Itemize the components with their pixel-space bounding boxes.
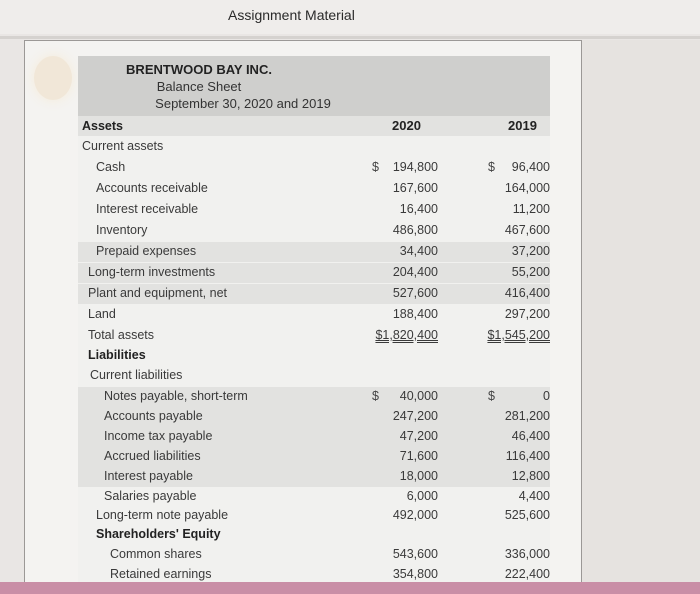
value-2019: 336,000 <box>504 547 550 561</box>
table-row <box>0 346 700 366</box>
value-2020: 71,600 <box>399 449 438 463</box>
value-2019: 37,200 <box>511 244 550 258</box>
row-label: Salaries payable <box>104 489 197 503</box>
row-label: Accounts payable <box>104 409 203 423</box>
table-row <box>0 284 700 304</box>
value-2019: 467,600 <box>504 223 550 237</box>
value-2020: 492,000 <box>392 508 438 522</box>
row-label: Cash <box>96 160 126 174</box>
table-row <box>0 242 700 262</box>
table-row <box>0 545 700 565</box>
table-row <box>0 179 700 199</box>
table-row <box>0 447 700 467</box>
value-2019: 525,600 <box>504 508 550 522</box>
table-row <box>0 487 700 507</box>
row-label: Interest receivable <box>96 202 199 216</box>
row-label: Prepaid expenses <box>96 244 197 258</box>
column-header-2020: 2020 <box>392 118 421 133</box>
value-2019: 281,200 <box>504 409 550 423</box>
row-label: Liabilities <box>88 348 146 362</box>
table-row <box>0 221 700 241</box>
table-row <box>0 326 700 346</box>
value-2020: 47,200 <box>399 429 438 443</box>
row-label: Notes payable, short-term <box>104 389 248 403</box>
currency-symbol-2019: $ <box>488 389 495 403</box>
value-2020: 543,600 <box>392 547 438 561</box>
row-label: Accrued liabilities <box>104 449 201 463</box>
value-2019: 164,000 <box>504 181 550 195</box>
value-2020: 188,400 <box>392 307 438 321</box>
value-2019: 46,400 <box>511 429 550 443</box>
row-label: Common shares <box>110 547 202 561</box>
value-2019: 11,200 <box>512 202 550 216</box>
value-2019: $1,545,200 <box>487 328 550 342</box>
row-label: Long-term investments <box>88 265 216 279</box>
value-2020: 486,800 <box>392 223 438 237</box>
bottom-bar <box>0 582 700 594</box>
table-row <box>0 525 700 545</box>
value-2019: 297,200 <box>504 307 550 321</box>
value-2020: 354,800 <box>392 567 438 581</box>
table-row <box>0 200 700 220</box>
value-2019: 12,800 <box>511 469 550 483</box>
top-bar <box>0 0 700 34</box>
row-label: Inventory <box>96 223 148 237</box>
divider <box>0 36 700 39</box>
company-name: BRENTWOOD BAY INC. <box>126 62 272 77</box>
statement-date: September 30, 2020 and 2019 <box>155 96 331 111</box>
value-2019: 0 <box>543 389 550 403</box>
value-2019: 416,400 <box>504 286 550 300</box>
table-row <box>0 427 700 447</box>
value-2020: 18,000 <box>399 469 438 483</box>
currency-symbol-2020: $ <box>372 160 379 174</box>
row-label: Interest payable <box>104 469 193 483</box>
value-2020: 40,000 <box>399 389 438 403</box>
table-row <box>0 305 700 325</box>
row-label: Current liabilities <box>90 368 183 382</box>
statement-header <box>78 56 550 116</box>
currency-symbol-2019: $ <box>488 160 495 174</box>
value-2019: 222,400 <box>504 567 550 581</box>
row-label: Assets <box>82 119 123 133</box>
glare-spot <box>34 56 72 100</box>
table-row <box>0 407 700 427</box>
row-label: Total assets <box>88 328 155 342</box>
value-2020: 34,400 <box>399 244 438 258</box>
table-row <box>0 366 700 386</box>
value-2020: $1,820,400 <box>375 328 438 342</box>
value-2019: 4,400 <box>518 489 550 503</box>
value-2019: 55,200 <box>511 265 550 279</box>
row-label: Land <box>88 307 116 321</box>
table-row <box>0 137 700 157</box>
table-row <box>0 467 700 487</box>
value-2020: 527,600 <box>392 286 438 300</box>
row-label: Long-term note payable <box>96 508 229 522</box>
value-2019: 116,400 <box>505 449 550 463</box>
value-2020: 6,000 <box>406 489 438 503</box>
value-2020: 167,600 <box>392 181 438 195</box>
table-row <box>0 263 700 283</box>
row-label: Accounts receivable <box>96 181 208 195</box>
value-2020: 16,400 <box>399 202 438 216</box>
column-header-2019: 2019 <box>508 118 537 133</box>
table-row <box>0 506 700 526</box>
page-title: Assignment Material <box>228 7 355 23</box>
table-row <box>0 158 700 178</box>
value-2019: 96,400 <box>511 160 550 174</box>
row-label: Shareholders' Equity <box>96 527 221 541</box>
row-label: Retained earnings <box>110 567 212 581</box>
row-label: Income tax payable <box>104 429 213 443</box>
row-label: Current assets <box>82 139 164 153</box>
table-row <box>0 117 700 137</box>
statement-name: Balance Sheet <box>156 79 242 94</box>
value-2020: 194,800 <box>392 160 438 174</box>
currency-symbol-2020: $ <box>372 389 379 403</box>
value-2020: 204,400 <box>392 265 438 279</box>
row-label: Plant and equipment, net <box>88 286 227 300</box>
value-2020: 247,200 <box>392 409 438 423</box>
table-row <box>0 387 700 407</box>
